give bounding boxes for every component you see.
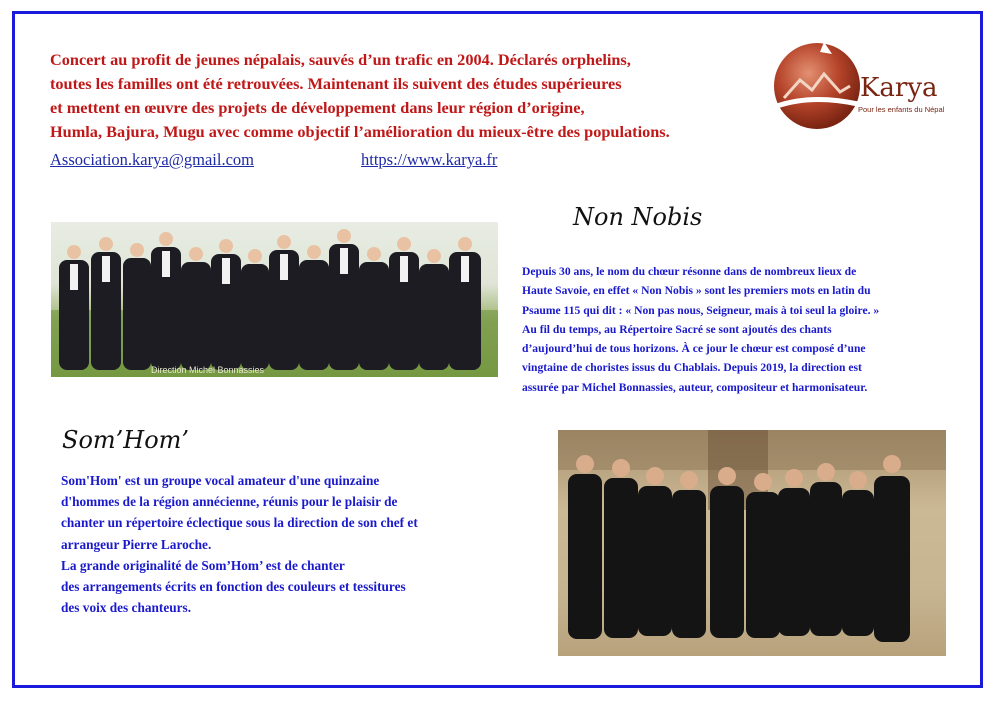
intro-line: Humla, Bajura, Mugu avec comme objectif l’amélioration du mieux-être des populations. bbox=[50, 122, 670, 141]
non-nobis-title: Non Nobis bbox=[573, 203, 703, 231]
text-line: La grande originalité de Som’Hom’ est de chanter bbox=[61, 557, 345, 573]
website-link[interactable]: https://www.karya.fr bbox=[361, 150, 498, 169]
text-line: Haute Savoie, en effet « Non Nobis » sont les premiers mots en latin du bbox=[522, 284, 871, 298]
non-nobis-choir-photo bbox=[51, 222, 498, 377]
text-line: Psaume 115 qui dit : « Non pas nous, Seigneur, mais à toi seul la gloire. » bbox=[522, 303, 880, 317]
text-line: d’aujourd’hui de tous horizons. À ce jour le chœur est composé d’une bbox=[522, 342, 866, 356]
email-link[interactable]: Association.karya@gmail.com bbox=[50, 150, 254, 169]
photo-caption: Direction Michel Bonnassies bbox=[151, 365, 265, 375]
group-silhouettes bbox=[558, 430, 946, 656]
logo-tagline: Pour les enfants du Népal bbox=[858, 105, 945, 114]
text-line: Au fil du temps, au Répertoire Sacré se sont ajoutés des chants bbox=[522, 322, 832, 336]
karya-logo bbox=[772, 34, 962, 134]
text-line: assurée par Michel Bonnassies, auteur, compositeur et harmonisateur. bbox=[522, 380, 868, 394]
intro-line: Concert au profit de jeunes népalais, sauvés d’un trafic en 2004. Déclarés orphelins, bbox=[50, 50, 631, 69]
non-nobis-description bbox=[522, 262, 879, 397]
somhom-description bbox=[61, 470, 418, 618]
intro-line: toutes les familles ont été retrouvées. Maintenant ils suivent des études supérieures bbox=[50, 74, 622, 93]
text-line: des arrangements écrits en fonction des couleurs et tessitures bbox=[61, 579, 406, 595]
intro-line: et mettent en œuvre des projets de développement dans leur région d’origine, bbox=[50, 98, 585, 117]
choir-silhouettes bbox=[51, 222, 498, 377]
text-line: d'hommes de la région annécienne, réunis pour le plaisir de bbox=[61, 494, 398, 510]
text-line: des voix des chanteurs. bbox=[61, 600, 192, 616]
text-line: Som'Hom' est un groupe vocal amateur d'une quinzaine bbox=[61, 473, 380, 488]
text-line: arrangeur Pierre Laroche. bbox=[61, 536, 212, 552]
text-line: vingtaine de choristes issus du Chablais. Depuis 2019, la direction est bbox=[522, 361, 862, 375]
somhom-title: Som’Hom’ bbox=[62, 426, 190, 454]
logo-name: Karya bbox=[860, 73, 938, 103]
text-line: Depuis 30 ans, le nom du chœur résonne dans de nombreux lieux de bbox=[522, 265, 857, 278]
text-line: chanter un répertoire éclectique sous la direction de son chef et bbox=[61, 515, 418, 531]
somhom-group-photo bbox=[558, 430, 946, 656]
intro-paragraph bbox=[50, 48, 770, 144]
